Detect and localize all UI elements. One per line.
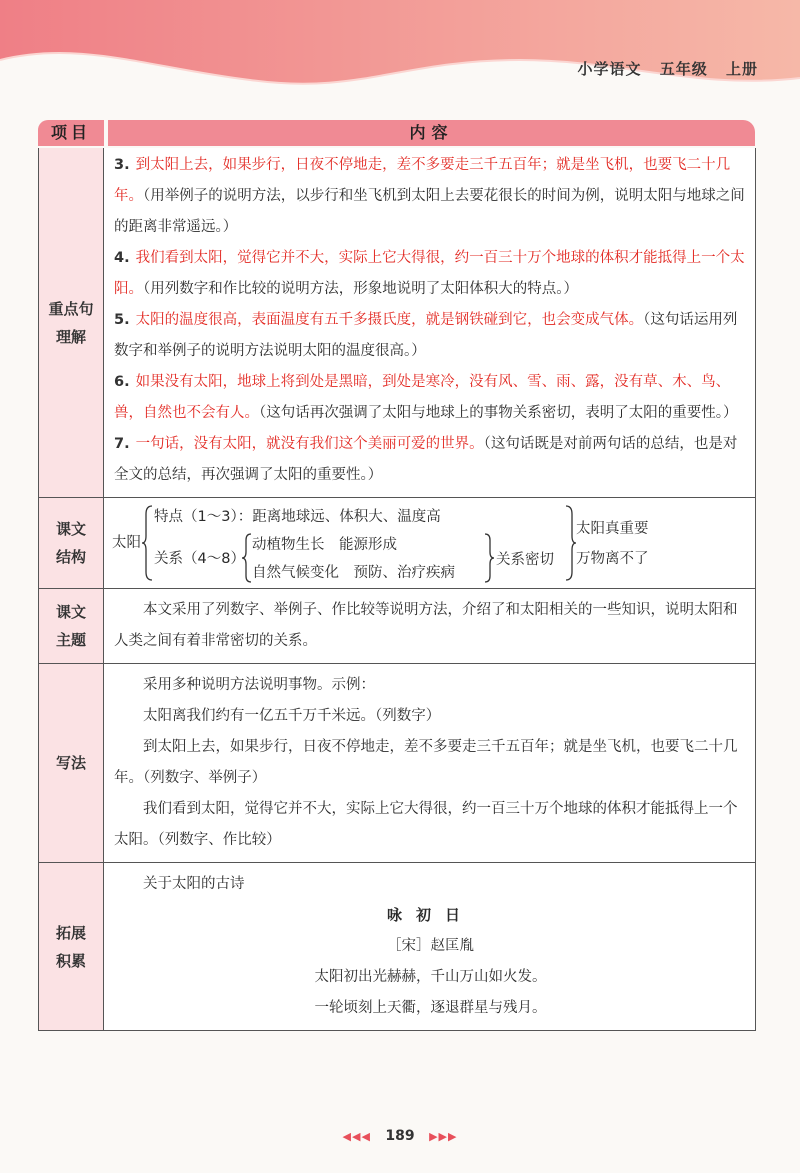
example-method: （列数字） <box>375 708 441 724</box>
sentence-note: （这句话运用列数字和举例子的说明方法说明太阳的温度很高。） <box>114 312 738 359</box>
row-structure <box>39 497 755 588</box>
writing-intro: 采用多种说明方法说明事物。示例： <box>143 677 375 693</box>
volume-label: 上册 <box>725 60 758 78</box>
structure-content <box>104 498 755 588</box>
row-writing <box>39 663 755 862</box>
sentence-point <box>114 367 747 429</box>
row-label <box>39 498 104 588</box>
structure-close: 关系密切 <box>496 552 554 568</box>
structure-diagram <box>112 502 747 584</box>
label-line: 理解 <box>55 327 86 346</box>
sentence-point <box>114 150 747 243</box>
left-brace-icon <box>142 504 154 582</box>
column-header-content: 内容 <box>108 120 755 146</box>
poem-line: 一轮顷刻上天衢，逐退群星与残月。 <box>314 1000 547 1016</box>
poem-line: 太阳初出光赫赫，千山万山如火发。 <box>314 969 547 985</box>
row-label <box>39 664 104 862</box>
point-number: 3. <box>114 157 130 173</box>
row-label <box>39 589 104 663</box>
sentence-point <box>114 429 747 491</box>
point-number: 4. <box>114 250 130 266</box>
example-text: 我们看到太阳，觉得它并不大，实际上它大得很，约一百三十万个地球的体积才能抵得上一个太阳。 <box>114 801 738 848</box>
label-line: 课文 <box>55 520 86 538</box>
right-brace-icon <box>564 504 576 582</box>
structure-feature: 特点（1～3）：距离地球远、体积大、温度高 <box>154 509 441 525</box>
sentence-note: （这句话既是对前两句话的总结，也是对全文的总结，再次强调了太阳的重要性。） <box>114 436 738 483</box>
sentence-note: （用列数字和作比较的说明方法，形象地说明了太阳体积大的特点。） <box>143 281 578 297</box>
right-arrows-icon: ▶▶▶ <box>429 1130 458 1143</box>
extension-intro: 关于太阳的古诗 <box>143 876 245 892</box>
writing-example <box>114 794 747 856</box>
row-label <box>39 863 104 1030</box>
relation-line-1: 动植物生长 能源形成 <box>252 537 397 553</box>
label-line: 写法 <box>55 754 86 772</box>
label-line: 主题 <box>55 631 86 649</box>
writing-content <box>104 664 755 862</box>
quoted-sentence: 太阳的温度很高，表面温度有五千多摄氏度，就是钢铁碰到它，也会变成气体。 <box>135 312 644 328</box>
study-table <box>38 148 756 1031</box>
quoted-sentence: 到太阳上去，如果步行，日夜不停地走，差不多要走三千五百年；就是坐飞机，也要飞二十几年。 <box>114 157 731 204</box>
left-arrows-icon: ◀◀◀ <box>342 1130 371 1143</box>
point-number: 6. <box>114 374 130 390</box>
table-header <box>38 120 755 148</box>
quoted-sentence: 如果没有太阳，地球上将到处是黑暗，到处是寒冷，没有风、雪、雨、露，没有草、木、鸟、兽，自然也不会有人。 <box>114 374 731 421</box>
label-line: 拓展 <box>55 923 86 942</box>
key-sentences-content <box>104 148 755 497</box>
structure-relation: 关系（4～8） <box>154 551 245 567</box>
page-number: 189 <box>385 1128 415 1144</box>
book-header <box>565 58 758 79</box>
sentence-point <box>114 305 747 367</box>
row-key-sentences <box>39 148 755 497</box>
row-theme <box>39 588 755 663</box>
left-brace-icon <box>242 532 252 584</box>
right-brace-icon <box>484 532 494 584</box>
poem-author: ［宋］赵匡胤 <box>387 938 474 954</box>
row-label <box>39 148 104 497</box>
quoted-sentence: 我们看到太阳，觉得它并不大，实际上它大得很，约一百三十万个地球的体积才能抵得上一个太阳。 <box>114 250 745 297</box>
column-header-item: 项目 <box>38 120 104 146</box>
example-text: 太阳离我们约有一亿五千万千米远。 <box>143 708 375 724</box>
structure-root: 太阳 <box>112 535 141 551</box>
conclusion-1: 太阳真重要 <box>576 521 649 537</box>
row-extension <box>39 862 755 1030</box>
point-number: 5. <box>114 312 130 328</box>
conclusion-2: 万物离不了 <box>576 551 649 567</box>
theme-text: 本文采用了列数字、举例子、作比较等说明方法，介绍了和太阳相关的一些知识，说明太阳和人类之间有着非常密切的关系。 <box>114 602 738 649</box>
sentence-point <box>114 243 747 305</box>
example-method: （列数字、作比较） <box>157 832 281 848</box>
quoted-sentence: 一句话，没有太阳，就没有我们这个美丽可爱的世界。 <box>135 436 484 452</box>
poem-title: 咏初日 <box>386 906 474 924</box>
subject-label: 小学语文 <box>577 60 642 78</box>
extension-content <box>104 863 755 1030</box>
page-footer <box>0 1128 800 1144</box>
label-line: 课文 <box>55 603 86 621</box>
theme-content <box>104 589 755 663</box>
writing-example <box>114 701 747 732</box>
label-line: 积累 <box>55 951 86 970</box>
sentence-note: （用举例子的说明方法，以步行和坐飞机到太阳上去要花很长的时间为例，说明太阳与地球之间的距离非常遥远。） <box>114 188 745 235</box>
label-line: 重点句 <box>48 299 94 318</box>
grade-label: 五年级 <box>659 60 708 78</box>
writing-example <box>114 732 747 794</box>
relation-line-2: 自然气候变化 预防、治疗疾病 <box>252 565 455 581</box>
point-number: 7. <box>114 436 130 452</box>
example-text: 到太阳上去，如果步行，日夜不停地走，差不多要走三千五百年；就是坐飞机，也要飞二十几年。 <box>114 739 738 786</box>
example-method: （列数字、举例子） <box>143 770 267 786</box>
label-line: 结构 <box>55 548 86 566</box>
sentence-note: （这句话再次强调了太阳与地球上的事物关系密切，表明了太阳的重要性。） <box>259 405 738 421</box>
header-banner <box>0 0 800 100</box>
